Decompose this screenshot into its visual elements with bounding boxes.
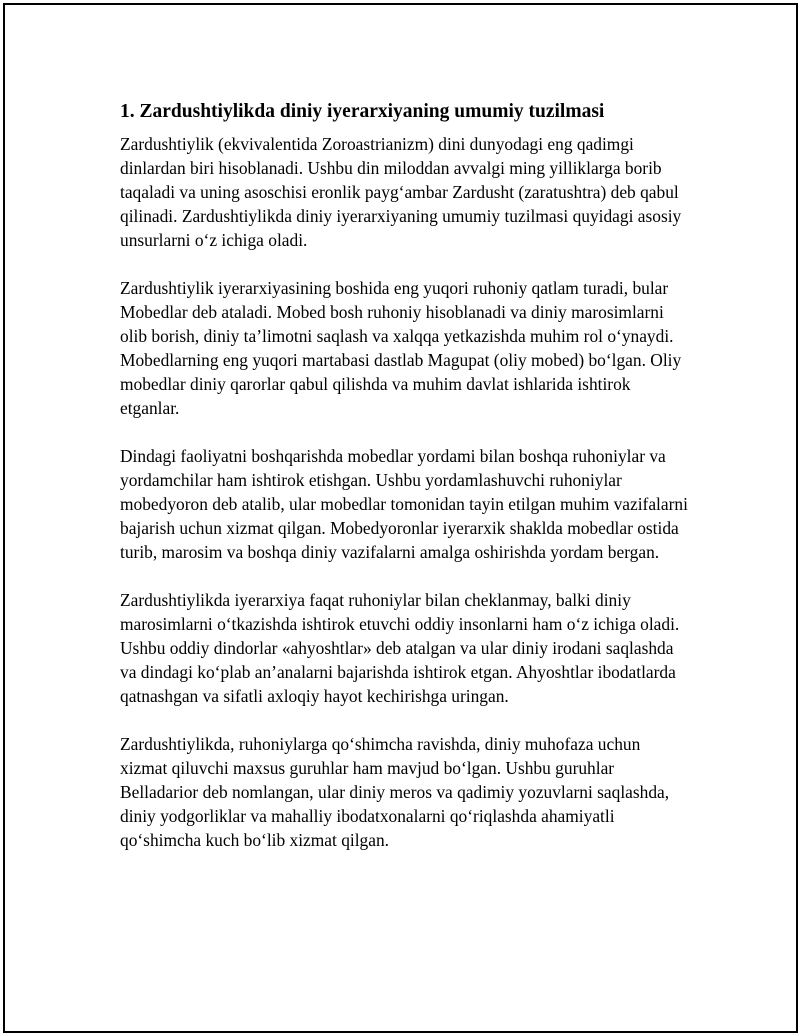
document-body [120, 98, 690, 876]
paragraph-intro: Zardushtiylik (ekvivalentida Zoroastrianizm) dini dunyodagi eng qadimgi dinlardan biri hisoblanadi. Ushbu din miloddan avvalgi ming yilliklarga borib taqaladi va uning asoschisi eronlik payg‘ambar Zardusht (zaratushtra) deb qabul qilinadi. Zardushtiylikda diniy iyerarxiyaning umumiy tuzilmasi quyidagi asosiy unsurlarni o‘z ichiga oladi. [120, 134, 682, 250]
document-page [3, 3, 798, 1033]
paragraph-ahyoshtlar: Zardushtiylikda iyerarxiya faqat ruhoniylar bilan cheklanmay, balki diniy marosimlarni o‘tkazishda ishtirok etuvchi oddiy insonlarni ham o‘z ichiga oladi. Ushbu oddiy dindorlar «ahyoshtlar» deb atalgan va ular diniy irodani saqlashda va dindagi ko‘plab an’analarni bajarishda ishtirok etgan. Ahyoshtlar ibodatlarda qatnashgan va sifatli axloqiy hayot kechirishga uringan. [120, 590, 680, 706]
section-heading: 1. Zardushtiylikda diniy iyerarxiyaning umumiy tuzilmasi [120, 101, 605, 122]
paragraph-mobedyoron: Dindagi faoliyatni boshqarishda mobedlar yordami bilan boshqa ruhoniylar va yordamchilar ham ishtirok etishgan. Ushbu yordamlashuvchi ruhoniylar mobedyoron deb atalib, ular mobedlar tomonidan tayin etilgan muhim vazifalarni bajarish uchun xizmat qilgan. Mobedyoronlar iyerarxik shaklda mobedlar ostida turib, marosim va boshqa diniy vazifalarni amalga oshirishda yordam bergan. [120, 446, 688, 562]
paragraph-belladarior: Zardushtiylikda, ruhoniylarga qo‘shimcha ravishda, diniy muhofaza uchun xizmat qiluvchi maxsus guruhlar ham mavjud bo‘lgan. Ushbu guruhlar Belladarior deb nomlangan, ular diniy meros va qadimiy yozuvlarni saqlashda, diniy yodgorliklar va mahalliy ibodatxonalarni qo‘riqlashda ahamiyatli qo‘shimcha kuch bo‘lib xizmat qilgan. [120, 734, 670, 850]
paragraph-mobedlar: Zardushtiylik iyerarxiyasining boshida eng yuqori ruhoniy qatlam turadi, bular Mobedlar deb ataladi. Mobed bosh ruhoniy hisoblanadi va diniy marosimlarni olib borish, diniy ta’limotni saqlash va xalqqa yetkazishda muhim rol o‘ynaydi. Mobedlarning eng yuqori martabasi dastlab Magupat (oliy mobed) bo‘lgan. Oliy mobedlar diniy qarorlar qabul qilishda va muhim davlat ishlarida ishtirok etganlar. [120, 278, 682, 418]
